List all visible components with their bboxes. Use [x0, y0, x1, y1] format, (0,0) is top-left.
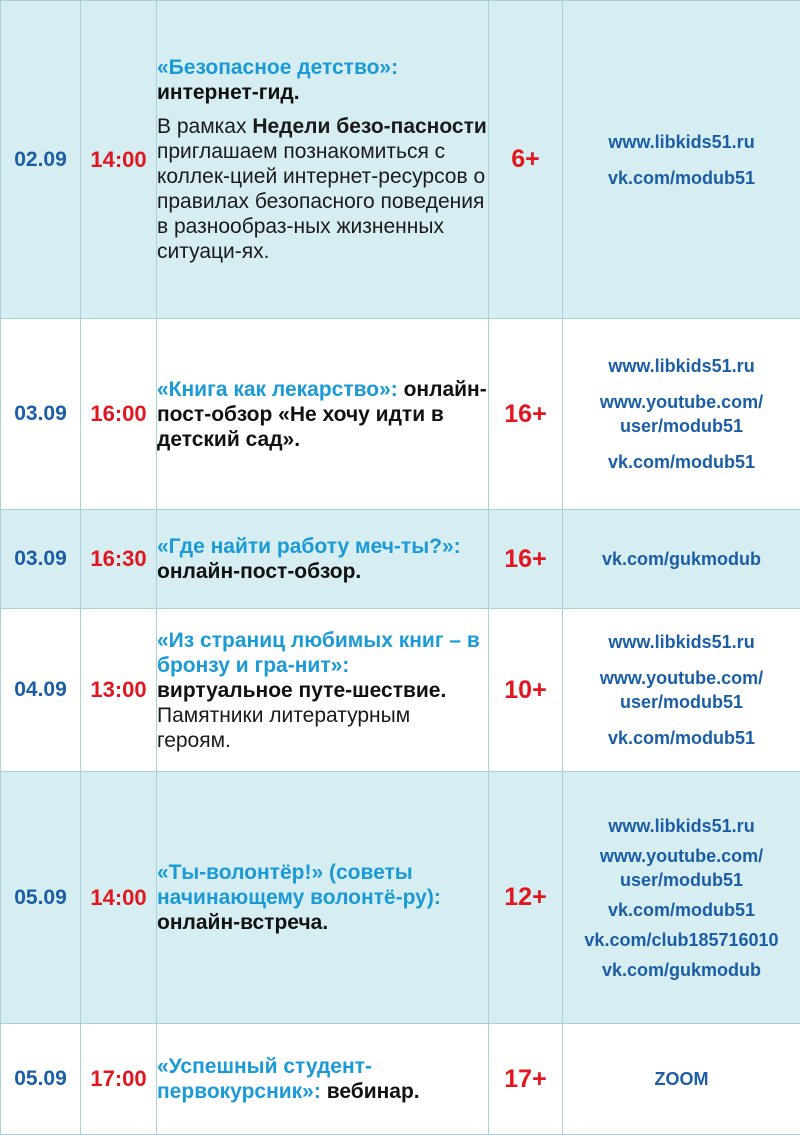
event-time: 16:30: [81, 510, 157, 609]
event-highlight: Недели безо-пасности: [252, 115, 486, 138]
event-link[interactable]: vk.com/modub51: [563, 726, 800, 750]
event-row: [1, 510, 800, 609]
event-row: [1, 319, 800, 510]
event-link[interactable]: www.libkids51.ru: [563, 630, 800, 654]
event-description: [157, 319, 489, 510]
event-format: вебинар.: [327, 1080, 420, 1103]
event-title: «Ты-волонтёр!» (советы начинающему волонтё-ру):: [157, 861, 441, 909]
event-description: [157, 1, 489, 319]
event-date: 03.09: [1, 319, 81, 510]
event-link[interactable]: www.youtube.com/ user/modub51: [563, 666, 800, 714]
event-link[interactable]: www.youtube.com/ user/modub51: [563, 390, 800, 438]
age-rating: 6+: [489, 1, 563, 319]
event-format: онлайн-пост-обзор.: [157, 560, 361, 583]
event-link[interactable]: vk.com/gukmodub: [563, 958, 800, 982]
event-format: интернет-гид.: [157, 81, 300, 104]
event-description: [157, 510, 489, 609]
event-row: [1, 1, 800, 319]
event-link[interactable]: vk.com/modub51: [563, 450, 800, 474]
event-link[interactable]: www.libkids51.ru: [563, 130, 800, 154]
event-link[interactable]: vk.com/club185716010: [563, 928, 800, 952]
event-links: [563, 510, 800, 609]
event-row: [1, 609, 800, 772]
event-time: 13:00: [81, 609, 157, 772]
event-description: [157, 609, 489, 772]
event-link[interactable]: ZOOM: [563, 1067, 800, 1091]
event-text: В рамках: [157, 115, 252, 138]
event-date: 03.09: [1, 510, 81, 609]
event-date: 02.09: [1, 1, 81, 319]
event-description: [157, 772, 489, 1024]
event-link[interactable]: vk.com/modub51: [563, 166, 800, 190]
event-row: [1, 772, 800, 1024]
age-rating: 17+: [489, 1024, 563, 1135]
event-links: [563, 1024, 800, 1135]
event-text: приглашаем познакомиться с коллек-цией интернет-ресурсов о правилах безопасного поведения в разнообраз-ных жизненных ситуаци-ях.: [157, 140, 485, 263]
event-format: виртуальное путе-шествие.: [157, 679, 446, 702]
age-rating: 12+: [489, 772, 563, 1024]
event-time: 14:00: [81, 772, 157, 1024]
event-description: [157, 1024, 489, 1135]
event-link[interactable]: www.libkids51.ru: [563, 814, 800, 838]
event-format: онлайн-пост-обзор: [157, 378, 487, 426]
event-row: [1, 1024, 800, 1135]
event-link[interactable]: www.libkids51.ru: [563, 354, 800, 378]
event-title: «Успешный студент-первокурсник»:: [157, 1055, 372, 1103]
event-links: [563, 319, 800, 510]
event-date: 04.09: [1, 609, 81, 772]
event-text: Памятники литературным героям.: [157, 704, 410, 752]
event-links: [563, 609, 800, 772]
event-links: [563, 1, 800, 319]
event-time: 17:00: [81, 1024, 157, 1135]
event-date: 05.09: [1, 772, 81, 1024]
event-link[interactable]: www.youtube.com/ user/modub51: [563, 844, 800, 892]
event-link[interactable]: vk.com/gukmodub: [563, 547, 800, 571]
event-title: «Книга как лекарство»:: [157, 378, 398, 401]
event-format: онлайн-встреча.: [157, 911, 328, 934]
event-links: [563, 772, 800, 1024]
age-rating: 16+: [489, 319, 563, 510]
event-title: «Из страниц любимых книг – в бронзу и гра-нит»:: [157, 629, 480, 677]
event-link[interactable]: vk.com/modub51: [563, 898, 800, 922]
event-subtitle: «Не хочу идти в детский сад».: [157, 403, 444, 451]
event-date: 05.09: [1, 1024, 81, 1135]
event-time: 14:00: [81, 1, 157, 319]
age-rating: 10+: [489, 609, 563, 772]
event-title: «Безопасное детство»:: [157, 56, 398, 79]
event-time: 16:00: [81, 319, 157, 510]
age-rating: 16+: [489, 510, 563, 609]
event-title: «Где найти работу меч-ты?»:: [157, 535, 461, 558]
